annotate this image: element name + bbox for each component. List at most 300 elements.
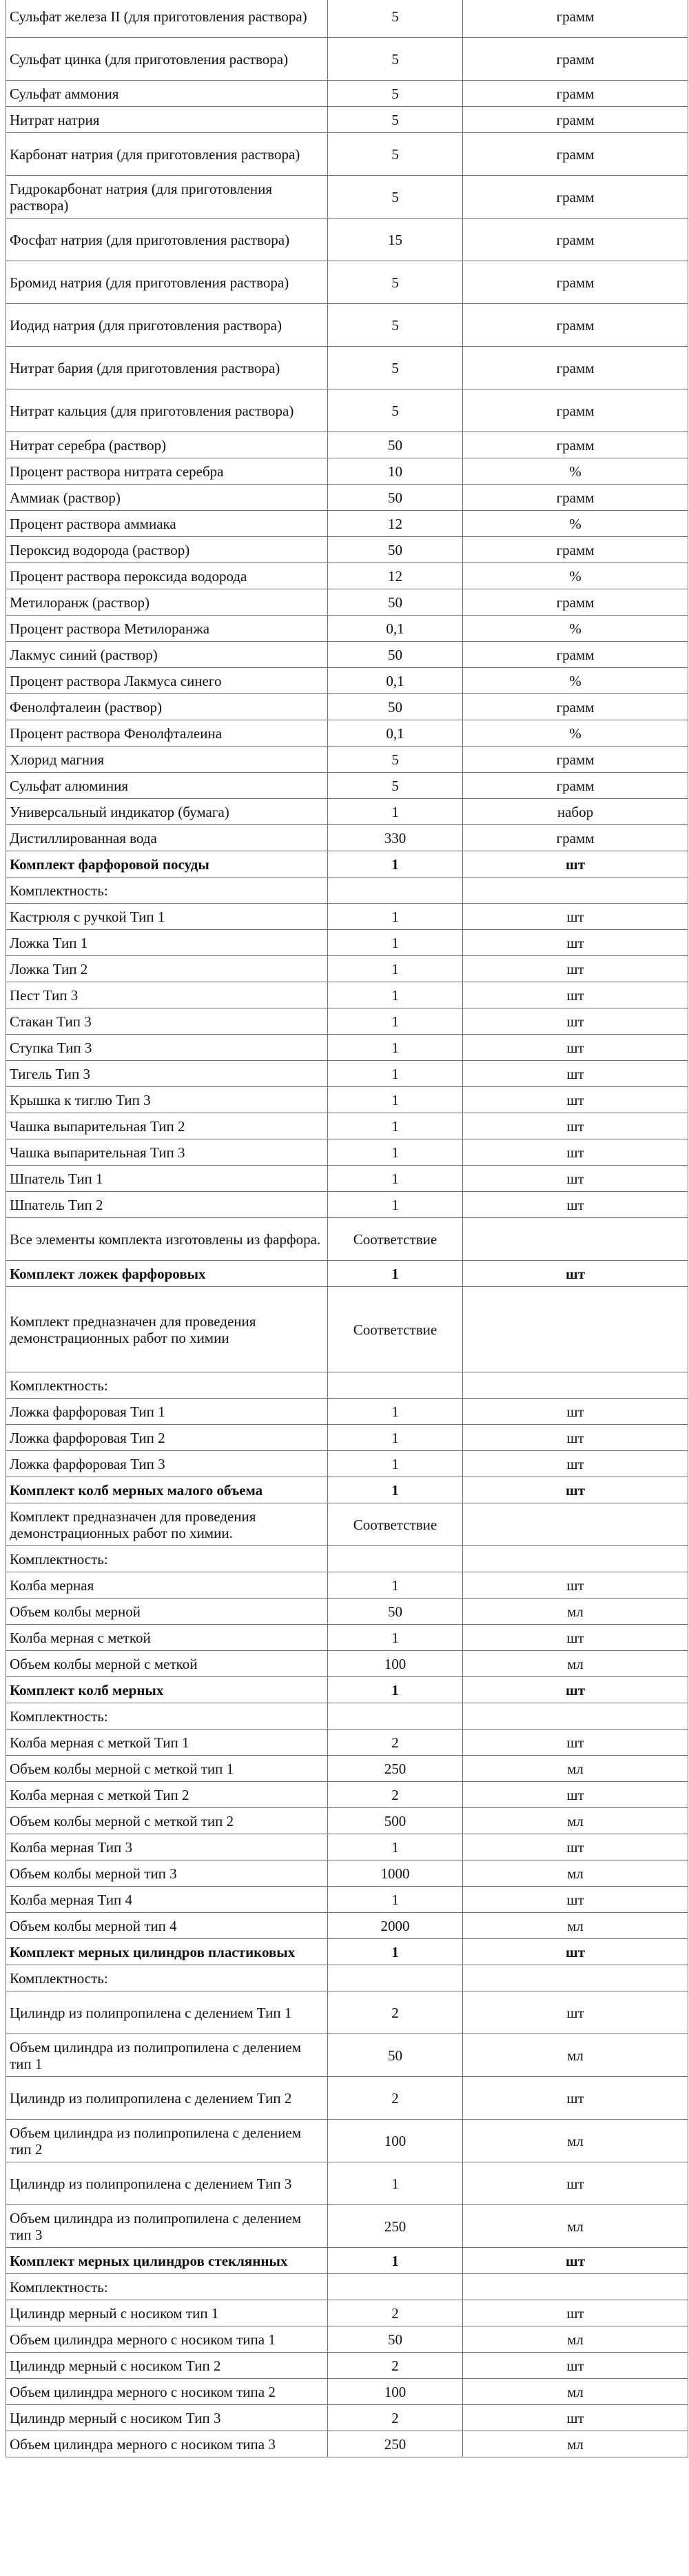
table-row [6, 825, 688, 851]
item-value-cell: 1 [328, 851, 463, 878]
item-unit-cell: грамм [463, 107, 688, 133]
item-value-cell: 5 [328, 773, 463, 799]
item-name-cell: Дистиллированная вода [6, 825, 328, 851]
item-unit-cell [463, 1965, 688, 1991]
item-name-cell: Колба мерная [6, 1572, 328, 1599]
item-name-cell: Объем колбы мерной с меткой [6, 1651, 328, 1677]
table-row [6, 1808, 688, 1834]
item-unit-cell: шт [463, 1939, 688, 1965]
item-unit-cell: шт [463, 1087, 688, 1113]
item-name-cell: Комплектность: [6, 1703, 328, 1730]
item-value-cell: 1 [328, 904, 463, 930]
item-name-cell: Цилиндр мерный с носиком тип 1 [6, 2300, 328, 2326]
item-name-cell: Комплектность: [6, 878, 328, 904]
item-name-cell: Комплектность: [6, 1546, 328, 1572]
item-name-cell: Комплект колб мерных [6, 1677, 328, 1703]
item-unit-cell: шт [463, 1451, 688, 1477]
item-value-cell: 5 [328, 304, 463, 347]
item-unit-cell [463, 1546, 688, 1572]
item-name-cell: Пероксид водорода (раствор) [6, 537, 328, 563]
item-name-cell: Цилиндр из полипропилена с делением Тип 2 [6, 2077, 328, 2120]
table-row [6, 1035, 688, 1061]
item-name-cell: Стакан Тип 3 [6, 1008, 328, 1035]
section-row [6, 1677, 688, 1703]
item-unit-cell: шт [463, 1399, 688, 1425]
table-row [6, 694, 688, 720]
item-value-cell: 0,1 [328, 720, 463, 747]
item-unit-cell [463, 2274, 688, 2300]
item-value-cell: Соответствие [328, 1503, 463, 1546]
item-value-cell: 1 [328, 1035, 463, 1061]
table-row [6, 1572, 688, 1599]
item-name-cell: Колба мерная с меткой Тип 1 [6, 1730, 328, 1756]
table-row [6, 2274, 688, 2300]
item-name-cell: Процент раствора аммиака [6, 511, 328, 537]
item-name-cell: Комплект фарфоровой посуды [6, 851, 328, 878]
item-unit-cell: грамм [463, 432, 688, 458]
item-value-cell: 1 [328, 2162, 463, 2205]
table-row [6, 1087, 688, 1113]
item-value-cell: 12 [328, 563, 463, 589]
item-name-cell: Процент раствора Лакмуса синего [6, 668, 328, 694]
item-unit-cell: шт [463, 2353, 688, 2379]
item-unit-cell: грамм [463, 389, 688, 432]
item-name-cell: Объем цилиндра из полипропилена с делением тип 2 [6, 2120, 328, 2162]
item-value-cell: Соответствие [328, 1218, 463, 1261]
item-value-cell: 5 [328, 261, 463, 304]
item-value-cell: Соответствие [328, 1287, 463, 1372]
item-name-cell: Процент раствора Метилоранжа [6, 616, 328, 642]
item-value-cell: 5 [328, 747, 463, 773]
table-row [6, 747, 688, 773]
table-row [6, 982, 688, 1008]
item-value-cell: 2 [328, 2077, 463, 2120]
item-name-cell: Колба мерная Тип 3 [6, 1834, 328, 1860]
item-name-cell: Цилиндр мерный с носиком Тип 3 [6, 2405, 328, 2431]
section-row [6, 2248, 688, 2274]
item-name-cell: Комплект ложек фарфоровых [6, 1261, 328, 1287]
item-name-cell: Комплект мерных цилиндров стеклянных [6, 2248, 328, 2274]
item-name-cell: Комплектность: [6, 1372, 328, 1399]
item-value-cell: 1 [328, 1166, 463, 1192]
item-value-cell [328, 1372, 463, 1399]
item-unit-cell: шт [463, 904, 688, 930]
table-row [6, 1425, 688, 1451]
item-value-cell: 5 [328, 38, 463, 81]
item-value-cell: 12 [328, 511, 463, 537]
table-row [6, 511, 688, 537]
item-value-cell: 1 [328, 1139, 463, 1166]
item-name-cell: Шпатель Тип 2 [6, 1192, 328, 1218]
item-value-cell: 1 [328, 1113, 463, 1139]
table-row [6, 1451, 688, 1477]
item-unit-cell: грамм [463, 537, 688, 563]
table-row [6, 1113, 688, 1139]
item-name-cell: Гидрокарбонат натрия (для приготовления раствора) [6, 176, 328, 219]
item-unit-cell: шт [463, 1677, 688, 1703]
item-name-cell: Хлорид магния [6, 747, 328, 773]
item-unit-cell: грамм [463, 0, 688, 38]
item-value-cell: 250 [328, 2205, 463, 2248]
item-unit-cell: мл [463, 2034, 688, 2077]
item-unit-cell: грамм [463, 773, 688, 799]
item-name-cell: Сульфат цинка (для приготовления раствора) [6, 38, 328, 81]
item-name-cell: Объем цилиндра из полипропилена с делением тип 1 [6, 2034, 328, 2077]
item-value-cell: 5 [328, 389, 463, 432]
item-name-cell: Колба мерная с меткой [6, 1625, 328, 1651]
item-name-cell: Тигель Тип 3 [6, 1061, 328, 1087]
item-unit-cell: шт [463, 1834, 688, 1860]
table-row [6, 2431, 688, 2457]
table-row [6, 956, 688, 982]
item-name-cell: Чашка выпарительная Тип 3 [6, 1139, 328, 1166]
item-unit-cell: грамм [463, 133, 688, 176]
item-unit-cell: шт [463, 1139, 688, 1166]
item-name-cell: Все элементы комплекта изготовлены из фарфора. [6, 1218, 328, 1261]
item-unit-cell: шт [463, 1991, 688, 2034]
item-unit-cell: мл [463, 1808, 688, 1834]
item-unit-cell: % [463, 720, 688, 747]
item-value-cell [328, 2274, 463, 2300]
item-unit-cell: грамм [463, 642, 688, 668]
table-row [6, 799, 688, 825]
item-value-cell: 1 [328, 1477, 463, 1503]
item-value-cell: 5 [328, 107, 463, 133]
table-row [6, 563, 688, 589]
table-row [6, 219, 688, 261]
item-value-cell [328, 1703, 463, 1730]
item-name-cell: Комплект колб мерных малого объема [6, 1477, 328, 1503]
specification-table-body [6, 0, 688, 2457]
table-row [6, 537, 688, 563]
item-name-cell: Сульфат железа II (для приготовления раствора) [6, 0, 328, 38]
table-row [6, 2379, 688, 2405]
table-row [6, 458, 688, 485]
section-row [6, 1939, 688, 1965]
item-unit-cell: шт [463, 1113, 688, 1139]
item-value-cell: 500 [328, 1808, 463, 1834]
item-unit-cell: шт [463, 1887, 688, 1913]
item-value-cell: 1 [328, 1399, 463, 1425]
item-value-cell: 1 [328, 1677, 463, 1703]
table-row [6, 1399, 688, 1425]
item-value-cell: 5 [328, 0, 463, 38]
table-row [6, 1756, 688, 1782]
item-unit-cell: шт [463, 1008, 688, 1035]
table-row [6, 1599, 688, 1625]
item-value-cell: 50 [328, 485, 463, 511]
item-unit-cell: шт [463, 1261, 688, 1287]
item-name-cell: Комплект предназначен для проведения демонстрационных работ по химии. [6, 1503, 328, 1546]
item-unit-cell: % [463, 616, 688, 642]
item-unit-cell: мл [463, 1913, 688, 1939]
item-value-cell: 1 [328, 1192, 463, 1218]
item-unit-cell: шт [463, 2162, 688, 2205]
item-value-cell: 2 [328, 1730, 463, 1756]
table-row [6, 432, 688, 458]
item-value-cell: 1 [328, 1087, 463, 1113]
item-unit-cell: набор [463, 799, 688, 825]
item-unit-cell: шт [463, 1782, 688, 1808]
item-unit-cell: шт [463, 2300, 688, 2326]
item-unit-cell: шт [463, 1625, 688, 1651]
item-unit-cell: шт [463, 851, 688, 878]
item-unit-cell: шт [463, 2248, 688, 2274]
item-value-cell: 1 [328, 982, 463, 1008]
table-row [6, 720, 688, 747]
item-name-cell: Объем колбы мерной с меткой тип 1 [6, 1756, 328, 1782]
table-row [6, 1703, 688, 1730]
item-unit-cell: грамм [463, 347, 688, 389]
item-value-cell: 10 [328, 458, 463, 485]
table-row [6, 1503, 688, 1546]
item-value-cell: 100 [328, 2120, 463, 2162]
item-unit-cell: шт [463, 1730, 688, 1756]
table-row [6, 1913, 688, 1939]
item-unit-cell: % [463, 458, 688, 485]
item-unit-cell: мл [463, 2205, 688, 2248]
item-name-cell: Крышка к тиглю Тип 3 [6, 1087, 328, 1113]
section-row [6, 1261, 688, 1287]
item-value-cell: 330 [328, 825, 463, 851]
item-value-cell: 2 [328, 2300, 463, 2326]
item-name-cell: Карбонат натрия (для приготовления раствора) [6, 133, 328, 176]
item-value-cell: 50 [328, 589, 463, 616]
table-row [6, 2300, 688, 2326]
table-row [6, 642, 688, 668]
item-name-cell: Ступка Тип 3 [6, 1035, 328, 1061]
item-name-cell: Объем колбы мерной тип 4 [6, 1913, 328, 1939]
item-unit-cell: шт [463, 1035, 688, 1061]
item-unit-cell: грамм [463, 825, 688, 851]
item-name-cell: Кастрюля с ручкой Тип 1 [6, 904, 328, 930]
item-name-cell: Комплект предназначен для проведения демонстрационных работ по химии [6, 1287, 328, 1372]
item-name-cell: Чашка выпарительная Тип 2 [6, 1113, 328, 1139]
item-value-cell: 1 [328, 1008, 463, 1035]
item-unit-cell: мл [463, 2120, 688, 2162]
table-row [6, 0, 688, 38]
item-name-cell: Цилиндр мерный с носиком Тип 2 [6, 2353, 328, 2379]
table-row [6, 668, 688, 694]
table-row [6, 107, 688, 133]
item-value-cell: 2 [328, 2405, 463, 2431]
item-name-cell: Объем колбы мерной тип 3 [6, 1860, 328, 1887]
item-name-cell: Объем цилиндра из полипропилена с делением тип 3 [6, 2205, 328, 2248]
table-row [6, 1965, 688, 1991]
item-name-cell: Шпатель Тип 1 [6, 1166, 328, 1192]
item-value-cell: 50 [328, 2326, 463, 2353]
table-row [6, 176, 688, 219]
table-row [6, 81, 688, 107]
item-value-cell: 2 [328, 1782, 463, 1808]
item-value-cell: 2 [328, 1991, 463, 2034]
item-value-cell: 1000 [328, 1860, 463, 1887]
item-value-cell: 5 [328, 347, 463, 389]
item-value-cell: 1 [328, 1887, 463, 1913]
item-value-cell: 50 [328, 537, 463, 563]
item-value-cell: 0,1 [328, 668, 463, 694]
item-value-cell: 2 [328, 2353, 463, 2379]
item-unit-cell [463, 1372, 688, 1399]
item-value-cell: 1 [328, 930, 463, 956]
item-value-cell [328, 1965, 463, 1991]
item-name-cell: Иодид натрия (для приготовления раствора) [6, 304, 328, 347]
table-row [6, 389, 688, 432]
item-value-cell: 1 [328, 1834, 463, 1860]
item-name-cell: Нитрат кальция (для приготовления раствора) [6, 389, 328, 432]
table-row [6, 1139, 688, 1166]
item-name-cell: Аммиак (раствор) [6, 485, 328, 511]
table-row [6, 1546, 688, 1572]
item-value-cell: 50 [328, 694, 463, 720]
item-name-cell: Ложка Тип 1 [6, 930, 328, 956]
item-value-cell: 5 [328, 81, 463, 107]
item-name-cell: Лакмус синий (раствор) [6, 642, 328, 668]
item-unit-cell: мл [463, 1651, 688, 1677]
table-row [6, 133, 688, 176]
item-value-cell: 1 [328, 2248, 463, 2274]
table-row [6, 2326, 688, 2353]
item-name-cell: Процент раствора Фенолфталеина [6, 720, 328, 747]
table-row [6, 1887, 688, 1913]
table-row [6, 1192, 688, 1218]
item-value-cell: 5 [328, 133, 463, 176]
item-unit-cell: % [463, 563, 688, 589]
table-row [6, 1625, 688, 1651]
item-name-cell: Колба мерная с меткой Тип 2 [6, 1782, 328, 1808]
item-value-cell: 1 [328, 1451, 463, 1477]
item-name-cell: Ложка фарфоровая Тип 1 [6, 1399, 328, 1425]
item-name-cell: Объем цилиндра мерного с носиком типа 2 [6, 2379, 328, 2405]
item-value-cell: 1 [328, 1572, 463, 1599]
item-value-cell: 1 [328, 1261, 463, 1287]
item-name-cell: Цилиндр из полипропилена с делением Тип 3 [6, 2162, 328, 2205]
item-name-cell: Метилоранж (раствор) [6, 589, 328, 616]
table-row [6, 1782, 688, 1808]
table-row [6, 616, 688, 642]
item-unit-cell: мл [463, 1599, 688, 1625]
item-unit-cell: мл [463, 1756, 688, 1782]
table-row [6, 2034, 688, 2077]
item-unit-cell [463, 1503, 688, 1546]
item-value-cell: 1 [328, 1939, 463, 1965]
item-value-cell [328, 1546, 463, 1572]
item-name-cell: Нитрат бария (для приготовления раствора) [6, 347, 328, 389]
item-name-cell: Процент раствора пероксида водорода [6, 563, 328, 589]
item-unit-cell: грамм [463, 485, 688, 511]
table-row [6, 1218, 688, 1261]
item-unit-cell: % [463, 668, 688, 694]
table-row [6, 1008, 688, 1035]
item-name-cell: Объем цилиндра мерного с носиком типа 3 [6, 2431, 328, 2457]
table-row [6, 1166, 688, 1192]
item-unit-cell: шт [463, 1061, 688, 1087]
item-value-cell: 2000 [328, 1913, 463, 1939]
item-name-cell: Бромид натрия (для приготовления раствора) [6, 261, 328, 304]
item-value-cell: 5 [328, 176, 463, 219]
item-name-cell: Объем цилиндра мерного с носиком типа 1 [6, 2326, 328, 2353]
item-unit-cell: грамм [463, 747, 688, 773]
table-row [6, 261, 688, 304]
item-name-cell: Фенолфталеин (раствор) [6, 694, 328, 720]
item-value-cell: 100 [328, 2379, 463, 2405]
table-row [6, 2077, 688, 2120]
table-row [6, 1287, 688, 1372]
item-unit-cell: шт [463, 1425, 688, 1451]
item-unit-cell: шт [463, 1166, 688, 1192]
item-name-cell: Ложка Тип 2 [6, 956, 328, 982]
item-name-cell: Процент раствора нитрата серебра [6, 458, 328, 485]
item-unit-cell: % [463, 511, 688, 537]
table-row [6, 2353, 688, 2379]
item-unit-cell: шт [463, 956, 688, 982]
table-row [6, 38, 688, 81]
table-row [6, 2120, 688, 2162]
item-name-cell: Комплект мерных цилиндров пластиковых [6, 1939, 328, 1965]
item-name-cell: Колба мерная Тип 4 [6, 1887, 328, 1913]
item-value-cell: 1 [328, 956, 463, 982]
item-name-cell: Цилиндр из полипропилена с делением Тип 1 [6, 1991, 328, 2034]
item-unit-cell: шт [463, 1477, 688, 1503]
item-unit-cell: грамм [463, 219, 688, 261]
item-unit-cell: грамм [463, 261, 688, 304]
item-name-cell: Сульфат аммония [6, 81, 328, 107]
item-value-cell: 50 [328, 1599, 463, 1625]
item-unit-cell: грамм [463, 694, 688, 720]
item-unit-cell: шт [463, 930, 688, 956]
item-name-cell: Пест Тип 3 [6, 982, 328, 1008]
item-value-cell: 100 [328, 1651, 463, 1677]
item-name-cell: Объем колбы мерной с меткой тип 2 [6, 1808, 328, 1834]
item-value-cell: 1 [328, 1625, 463, 1651]
table-row [6, 2405, 688, 2431]
section-row [6, 1477, 688, 1503]
item-value-cell: 250 [328, 1756, 463, 1782]
item-unit-cell: шт [463, 982, 688, 1008]
item-value-cell: 50 [328, 2034, 463, 2077]
item-unit-cell [463, 1703, 688, 1730]
item-unit-cell [463, 878, 688, 904]
item-name-cell: Объем колбы мерной [6, 1599, 328, 1625]
item-value-cell: 1 [328, 1061, 463, 1087]
item-unit-cell: грамм [463, 304, 688, 347]
table-row [6, 1651, 688, 1677]
table-row [6, 2162, 688, 2205]
item-value-cell: 50 [328, 642, 463, 668]
item-unit-cell [463, 1287, 688, 1372]
table-row [6, 1834, 688, 1860]
item-unit-cell: шт [463, 1192, 688, 1218]
item-value-cell [328, 878, 463, 904]
item-unit-cell [463, 1218, 688, 1261]
item-name-cell: Нитрат натрия [6, 107, 328, 133]
table-row [6, 1372, 688, 1399]
item-name-cell: Ложка фарфоровая Тип 3 [6, 1451, 328, 1477]
item-name-cell: Нитрат серебра (раствор) [6, 432, 328, 458]
item-name-cell: Фосфат натрия (для приготовления раствора) [6, 219, 328, 261]
item-value-cell: 1 [328, 1425, 463, 1451]
table-row [6, 773, 688, 799]
table-row [6, 1061, 688, 1087]
table-row [6, 304, 688, 347]
table-row [6, 1730, 688, 1756]
item-unit-cell: грамм [463, 81, 688, 107]
table-row [6, 1860, 688, 1887]
item-name-cell: Сульфат алюминия [6, 773, 328, 799]
table-row [6, 485, 688, 511]
item-name-cell: Комплектность: [6, 2274, 328, 2300]
item-unit-cell: мл [463, 2379, 688, 2405]
